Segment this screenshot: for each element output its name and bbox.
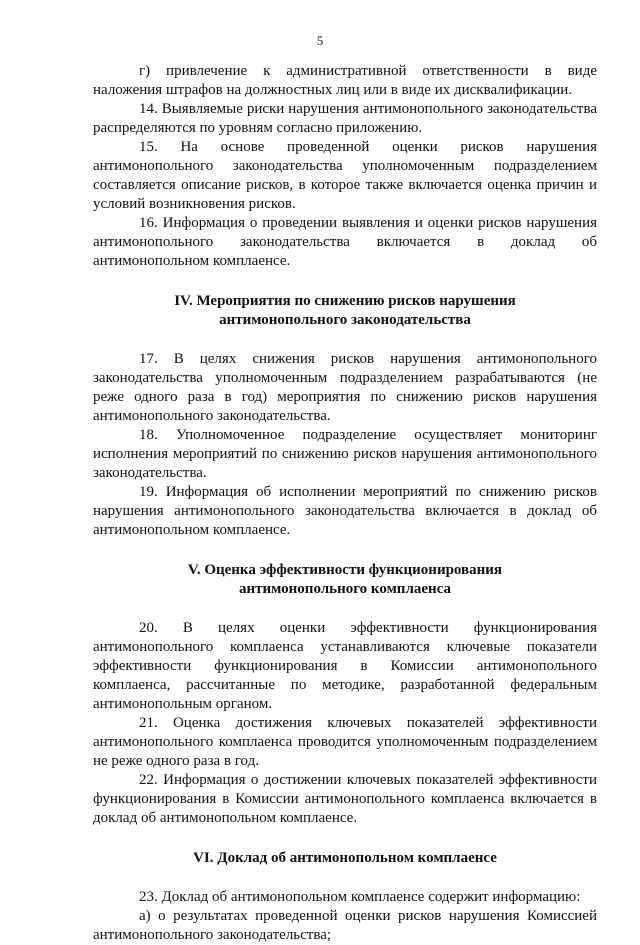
document-body: [93, 62, 597, 945]
paragraph-20: 20. В целях оценки эффективности функционирования антимонопольного комплаенса устанавливаются ключевые показатели эффективности функционирования в Комиссии антимонопольного комплаенса, рассчитанные по методике, разработанной федеральным антимонопольным органом.: [93, 620, 597, 712]
paragraph-15: 15. На основе проведенной оценки рисков нарушения антимонопольного законодательства уполномоченным подразделением составляется описание рисков, в которое также включается оценка причин и условий возникновения рисков.: [93, 139, 597, 212]
paragraph-22: 22. Информация о достижении ключевых показателей эффективности функционирования в Комиссии антимонопольного комплаенса включается в доклад об антимонопольном комплаенсе.: [93, 772, 597, 826]
section-iv-heading: [93, 292, 597, 330]
paragraph-21: 21. Оценка достижения ключевых показателей эффективности антимонопольного комплаенса проводится уполномоченным подразделением не реже одного раза в год.: [93, 715, 597, 769]
section-v-heading: [93, 561, 597, 599]
section-vi-heading: [93, 849, 597, 868]
paragraph-16: 16. Информация о проведении выявления и оценки рисков нарушения антимонопольного законодательства включается в доклад об антимонопольном комплаенсе.: [93, 215, 597, 269]
section-v-heading-line2: антимонопольного комплаенса: [238, 581, 451, 597]
section-vi-heading-line1: VI. Доклад об антимонопольном комплаенсе: [193, 850, 497, 866]
paragraph-23a: а) о результатах проведенной оценки рисков нарушения Комиссией антимонопольного законодательства;: [93, 908, 597, 943]
paragraph-14: 14. Выявляемые риски нарушения антимонопольного законодательства распределяются по уровням согласно приложению.: [93, 101, 597, 136]
paragraph-18: 18. Уполномоченное подразделение осуществляет мониторинг исполнения мероприятий по снижению рисков нарушения антимонопольного законодательства.: [93, 427, 597, 481]
section-iv-heading-line1: IV. Мероприятия по снижению рисков нарушения: [174, 293, 516, 309]
paragraph-19: 19. Информация об исполнении мероприятий по снижению рисков нарушения антимонопольного законодательства включается в доклад об антимонопольном комплаенсе.: [93, 484, 597, 538]
section-iv-heading-line2: антимонопольного законодательства: [219, 312, 471, 328]
paragraph-23: 23. Доклад об антимонопольном комплаенсе содержит информацию:: [139, 889, 581, 905]
paragraph-13g: г) привлечение к административной ответственности в виде наложения штрафов на должностных лиц или в виде их дисквалификации.: [93, 63, 597, 98]
paragraph-17: 17. В целях снижения рисков нарушения антимонопольного законодательства уполномоченным подразделением разрабатываются (не реже одного раза в год) мероприятия по снижению рисков нарушения антимонопольного законодательства.: [93, 351, 597, 424]
section-v-heading-line1: V. Оценка эффективности функционирования: [187, 562, 503, 578]
page-number: 5: [316, 33, 324, 48]
